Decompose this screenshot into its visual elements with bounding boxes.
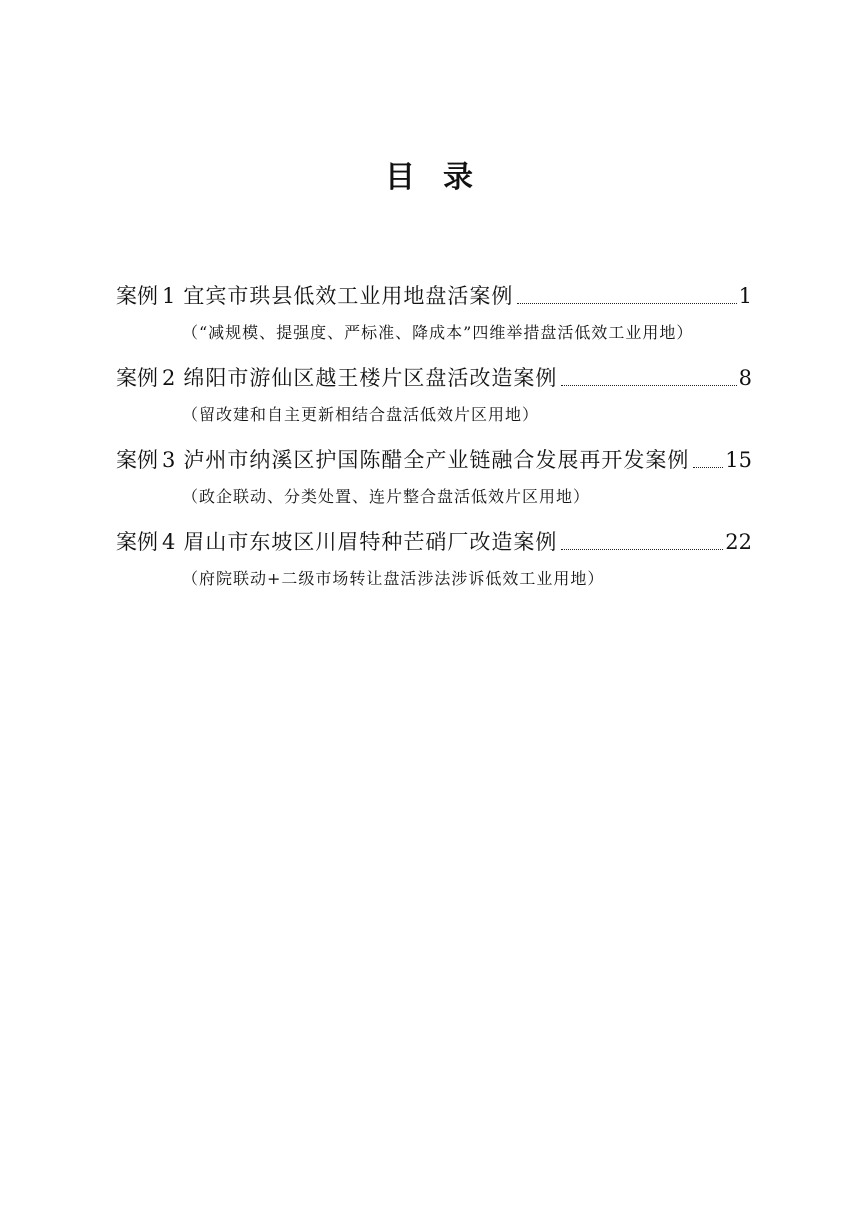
entry-subtitle: （府院联动+二级市场转让盘活涉法涉诉低效工业用地） (182, 569, 605, 588)
entry-label: 案例 (116, 530, 158, 554)
entry-subtitle: （“减规模、提强度、严标准、降成本”四维举措盘活低效工业用地） (182, 323, 694, 342)
entry-number: 2 (162, 366, 176, 390)
toc-entry[interactable] (116, 525, 752, 599)
dot-leader (561, 548, 723, 550)
entry-subtitle: （政企联动、分类处置、连片整合盘活低效片区用地） (182, 487, 591, 506)
entry-label: 案例 (116, 448, 158, 472)
entry-page-number[interactable]: 1 (738, 284, 752, 308)
entry-page-number[interactable]: 22 (725, 530, 752, 554)
toc-entry[interactable] (116, 443, 752, 517)
toc-entry-line[interactable] (116, 279, 752, 313)
toc-entry-line[interactable] (116, 361, 752, 395)
entry-subtitle: （留改建和自主更新相结合盘活低效片区用地） (182, 405, 540, 424)
entry-page-number[interactable]: 15 (725, 448, 752, 472)
toc-entry-line[interactable] (116, 525, 752, 559)
entry-number: 4 (162, 530, 176, 554)
toc-title-char-1: 目 (385, 160, 417, 195)
dot-leader (561, 384, 736, 386)
toc-entry[interactable] (116, 361, 752, 435)
entry-number: 3 (162, 448, 176, 472)
entry-label: 案例 (116, 366, 158, 390)
toc-entry-line[interactable] (116, 443, 752, 477)
entry-label: 案例 (116, 284, 158, 308)
dot-leader (693, 466, 723, 468)
toc-title-char-2: 录 (443, 160, 475, 195)
entry-page-number[interactable]: 8 (738, 366, 752, 390)
entry-title[interactable]: 绵阳市游仙区越王楼片区盘活改造案例 (183, 366, 558, 390)
entry-title[interactable]: 宜宾市珙县低效工业用地盘活案例 (183, 284, 514, 308)
entry-number: 1 (162, 284, 176, 308)
toc-list (116, 279, 752, 607)
toc-title (0, 152, 860, 196)
entry-title[interactable]: 眉山市东坡区川眉特种芒硝厂改造案例 (183, 530, 558, 554)
toc-entry[interactable] (116, 279, 752, 353)
entry-title[interactable]: 泸州市纳溪区护国陈醋全产业链融合发展再开发案例 (183, 448, 690, 472)
dot-leader (517, 302, 736, 304)
